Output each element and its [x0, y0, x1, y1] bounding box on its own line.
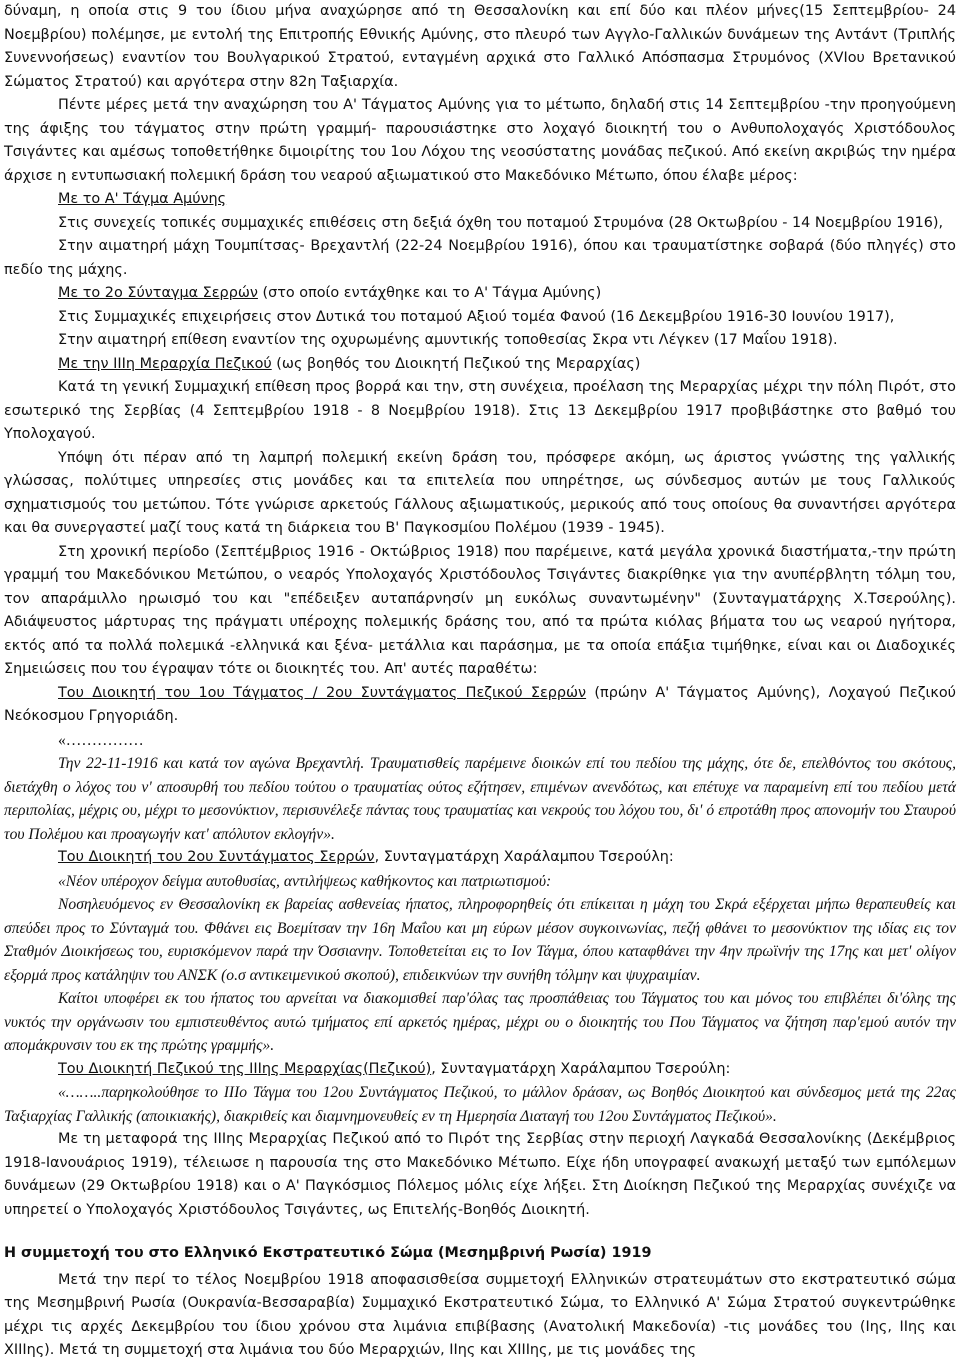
text-run: Πέντε μέρες μετά την αναχώρηση του Α' Τάγματος Αμύνης για το μέτωπο, δηλαδή στις 14 Σεπτεμβρίου -την προηγούμενη της άφιξης του τάγματος στην πρώτη γραμμή- παρουσιάστηκε στο λοχαγό διοικητή του ο Ανθυπολοχαγός Χριστόδουλος Τσιγάντες και αμέσως τοποθετήθηκε διμοιρίτης του 1ου Λόχου της νεοσύστατης μονάδας πεζικού. Από εκείνη ακριβώς την ημέρα άρχισε η εντυπωσιακή πολεμική δράση του νεαρού αξιωματικού στο Μακεδόνικο Μέτωπο, όπου έλαβε μέρος:: [4, 97, 956, 184]
paragraph: [4, 353, 956, 377]
text-run: Μετά την περί το τέλος Νοεμβρίου 1918 αποφασισθείσα συμμετοχή Ελληνικών στρατευμάτων στο εκστρατευτικό σώμα της Μεσημβρινή Ρωσία (Ουκρανία-Βεσσαραβία) Συμμαχικό Εκστρατευτικό Σώμα, το Ελληνικό Α' Σώμα Στρατού συγκεντρώθηκε μέχρι τις αρχές Δεκεμβρίου του ίδιου χρόνου στα λιμάνια επιβίβασης (Ανατολική Μακεδονία) -τις μονάδες του (Ιης, ΙΙης και ΧΙΙΙης). Μετά τη συμμετοχή στα λιμάνια του δύο Μεραρχιών, ΙΙης και ΧΙΙΙης, με τις μονάδες της: [4, 1271, 956, 1358]
paragraph: [4, 282, 956, 306]
paragraph: [4, 188, 956, 212]
text-run: Στις Συμμαχικές επιχειρήσεις στον Δυτικά του ποταμού Αξιού τομέα Φανού (16 Δεκεμβρίου 1916-30 Ιουνίου 1917),: [58, 308, 895, 325]
text-run: , Συνταγματάρχη Χαράλαμπου Τσερούλη:: [431, 1060, 731, 1077]
text-run: Η συμμετοχή του στο Ελληνικό Εκστρατευτικό Σώμα (Μεσημβρινή Ρωσία) 1919: [4, 1245, 652, 1261]
quote-paragraph: [4, 752, 956, 846]
underlined-heading-text: Του Διοικητή του 2ου Συντάγματος Σερρών: [58, 849, 375, 865]
paragraph: [4, 306, 956, 330]
text-run: Καίτοι υποφέρει εκ του ήπατος του αρνείται να διακομισθεί παρ'όλας τας προσπάθειας του Τάγματος του και μόνος του επιβλέπει δι'όλης της νυκτός την οργάνωσιν του εμπιστευθέντος αυτώ τμήματος επί αρκετός ημέρας, μέχρι ου ο διοικητής του Που Τάγματος να ζήτηση παρ'εμού αυτόν την απομάκρυνσιν του εκ της πρώτης γραμμής».: [4, 990, 956, 1054]
quote-paragraph: [4, 893, 956, 987]
section-heading: [4, 1242, 956, 1266]
underlined-heading-text: Με το 2ο Σύνταγμα Σερρών: [58, 285, 258, 301]
paragraph: [4, 1058, 956, 1082]
quote-paragraph: [4, 870, 956, 894]
quote-paragraph: [4, 1081, 956, 1128]
text-run: Νοσηλευόμενος εν Θεσσαλονίκη εκ βαρείας ασθενείας ήπατος, πληροφορηθείς ότι επίκειται η μάχη του Σκρά εξέρχεται μήπω θεραπευθείς και σπεύδει προς το Σύνταγμά του. Φθάνει εις Βοεμίτσαν την 16η Μαΐου και μη εύρων μέσον συγκοινωνίας, πεζή φθάνει το μεσονύκτιον της ιδίας εις τον Σταθμόν Διοικήσεως του, ευρισκόμενον παρά την Όσσιανην. Τοποθετείται εις το Ιον Τάγμα, όπου καταφθάνει την 4ην πρωϊνήν της 17ης και μετ' ολίγον εξορμά προς κατάληψιν του ΑΝΣΚ (ο.σ αντικειμενικού σκοπού), επιδεικνύων την συνήθη τόλμην και ψυχραιμίαν.: [4, 896, 956, 984]
paragraph: [4, 376, 956, 447]
text-run: Στη χρονική περίοδο (Σεπτέμβριος 1916 - Οκτώβριος 1918) που παρέμεινε, κατά μεγάλα χρονικά διαστήματα,-την πρώτη γραμμή του Μακεδόνικου Μετώπου, ο νεαρός Υπολοχαγός Χριστόδουλος Τσιγάντες διακρίθηκε για την ανυπέρβλητη τόλμη του, τον απαράμιλλο ηρωισμό του και "επέδειξεν αυταπάρνησίν μη ευκόλως συναντωμένην" (Συνταγματάρχης Χ.Τσερούλης). Αδιάψευστος μάρτυρας της πράγματι υπέροχης πολεμικής δράσης του, από τα πρώτα κιόλας βήματα του ως νεαρού ηγήτορα, εκτός από τα πολλά πολεμικά -ελληνικά και ξένα- μετάλλια και παράσημα, με τα οποία επάξια τιμήθηκε, είναι και οι Διαδοχικές Σημειώσεις που του έγραψαν τότε οι διοικητές του. Απ' αυτές παραθέτω:: [4, 543, 956, 677]
text-run: δύναμη, η οποία στις 9 του ίδιου μήνα αναχώρησε από τη Θεσσαλονίκη και επί δύο και πλέον μήνες(15 Σεπτεμβρίου- 24 Νοεμβρίου) πολέμησε, με εντολή της Επιτροπής Εθνικής Αμύνης, στο πλευρό των Αγγλο-Γαλλικών δυνάμεων της Αντάντ (Τριπλής Συνεννοήσεως) εναντίον του Βουλγαρικού Στρατού, ενταγμένη αρχικά στο Γαλλικό Απόσπασμα Στρυμόνος (XVIου Βρετανικού Σώματος Στρατού) και αργότερα στην 82η Ταξιαρχία.: [4, 3, 956, 90]
text-run: , Συνταγματάρχη Χαράλαμπου Τσερούλη:: [374, 849, 674, 865]
underlined-heading-text: Με την ΙΙΙη Μεραρχία Πεζικού: [58, 355, 272, 372]
text-run: Υπόψη ότι πέραν από τη λαμπρή πολεμική εκείνη δράση του, πρόσφερε ακόμη, ως άριστος γνώστης της γαλλικής γλώσσας, πολύτιμες υπηρεσίες στις μονάδες και τα επιτελεία που υπηρέτησε, ως σύνδεσμος αυτών με τους Γαλλικούς σχηματισμούς του μετώπου. Τότε γνώρισε αρκετούς Γάλλους αξιωματικούς, μερικούς από τους οποίους θα συναντήσει αργότερα και θα συνεργαστεί μαζί τους κατά τη διάρκεια του Β' Παγκοσμίου Πολέμου (1939 - 1945).: [4, 449, 956, 536]
document-body: [4, 0, 956, 1363]
text-run: (ως βοηθός του Διοικητή Πεζικού της Μεραρχίας): [271, 355, 641, 372]
paragraph: [4, 1269, 956, 1363]
text-run: «……..παρηκολούθησε το ΙΙΙο Τάγμα του 12ου Συντάγματος Πεζικού, το μάλλον δράσαν, ως Βοηθός Διοικητού και σύνδεσμος μετά της 22ας Ταξιαρχίας Γαλλικής (αποικιακής), διακριθείς και διαμνημονευθείς εν τη Ημερησία Διαταγή του 12ου Συντάγματος Πεζικού».: [4, 1084, 956, 1125]
paragraph: [4, 541, 956, 682]
paragraph: [4, 729, 956, 753]
paragraph: [4, 94, 956, 188]
paragraph: [4, 235, 956, 282]
paragraph: [4, 212, 956, 236]
text-run: «Νέον υπέροχον δείγμα αυτοθυσίας, αντιλήψεως καθήκοντος και πατριωτισμού:: [58, 872, 552, 890]
paragraph: [4, 846, 956, 870]
text-run: Στις συνεχείς τοπικές συμμαχικές επιθέσεις στη δεξιά όχθη του ποταμού Στρυμόνα (28 Οκτωβρίου - 14 Νοεμβρίου 1916),: [58, 214, 944, 231]
underlined-heading-text: Του Διοικητή Πεζικού της ΙΙΙης Μεραρχίας(Πεζικού): [58, 1060, 432, 1077]
paragraph: [4, 329, 956, 353]
paragraph: [4, 0, 956, 94]
underlined-heading-text: Του Διοικητή του 1ου Τάγματος / 2ου Συντάγματος Πεζικού Σερρών: [58, 684, 587, 701]
text-run: Με τη μεταφορά της ΙΙΙης Μεραρχίας Πεζικού από το Πιρότ της Σερβίας στην περιοχή Λαγκαδά Θεσσαλονίκης (Δεκέμβριος 1918-Ιανουάριος 1919), τέλειωσε η παρουσία της στο Μακεδόνικο Μέτωπο. Είχε ήδη υπογραφεί ανακωχή μεταξύ των εμπόλεμων δυνάμεων (29 Οκτωβρίου 1918) και ο Α' Παγκόσμιος Πόλεμος μόλις είχε λήξει. Στη Διοίκηση Πεζικού της Μεραρχίας συνέχιζε να υπηρετεί ο Υπολοχαγός Χριστόδουλος Τσιγάντες, ως Επιτελής-Βοηθός Διοικητή.: [4, 1131, 956, 1218]
underlined-heading-text: Με το Α' Τάγμα Αμύνης: [58, 191, 227, 207]
paragraph: [4, 447, 956, 541]
quote-paragraph: [4, 987, 956, 1058]
text-run: «……………: [58, 731, 144, 749]
text-run: (πρώην Α' Τάγματος Αμύνης), Λοχαγού Πεζικού Νεόκοσμου Γρηγοριάδη.: [4, 684, 956, 724]
paragraph: [4, 682, 956, 729]
paragraph: [4, 1128, 956, 1222]
text-run: Στην αιματηρή μάχη Τουμπίτσας- Βρεχαντλή (22-24 Νοεμβρίου 1916), όπου και τραυματίστηκε σοβαρά (δύο πληγές) στο πεδίο της μάχης.: [4, 238, 956, 278]
text-run: Την 22-11-1916 και κατά τον αγώνα Βρεχαντλή. Τραυματισθείς παρέμεινε διοικών επί του πεδίου της μάχης, ότε δε, επελθόντος του σκότους, διετάχθη ο λόχος του ν' αποσυρθή του πεδίου τούτου ο τραυματίας ούτος εζήτησεν, επιμένων ανενδότως, και επέτυχε να παραμείνη επί του πεδίου μετά περιπολίας, μέχρις ου, μέχρι το μεσονύκτιον, περισυνέλεξε πάντας τους τραυματίας και νεκρούς του λόχου του, δι' ό επροτάθη προς απονομήν του Σταυρού του Πολέμου και προαγωγήν κατ' απόλυτον εκλογήν».: [4, 755, 956, 843]
text-run: Κατά τη γενική Συμμαχική επίθεση προς βορρά και την, στη συνέχεια, προέλαση της Μεραρχίας μέχρι την πόλη Πιρότ, στο εσωτερικό της Σερβίας (4 Σεπτεμβρίου 1918 - 8 Νοεμβρίου 1918). Στις 13 Δεκεμβρίου 1917 προβιβάστηκε στο βαθμό του Υπολοχαγού.: [4, 379, 956, 442]
text-run: Στην αιματηρή επίθεση εναντίον της οχυρωμένης αμυντικής τοποθεσίας Σκρα ντι Λέγκεν (17 Μαΐου 1918).: [58, 332, 838, 348]
text-run: (στο οποίο εντάχθηκε και το Α' Τάγμα Αμύνης): [257, 285, 602, 301]
